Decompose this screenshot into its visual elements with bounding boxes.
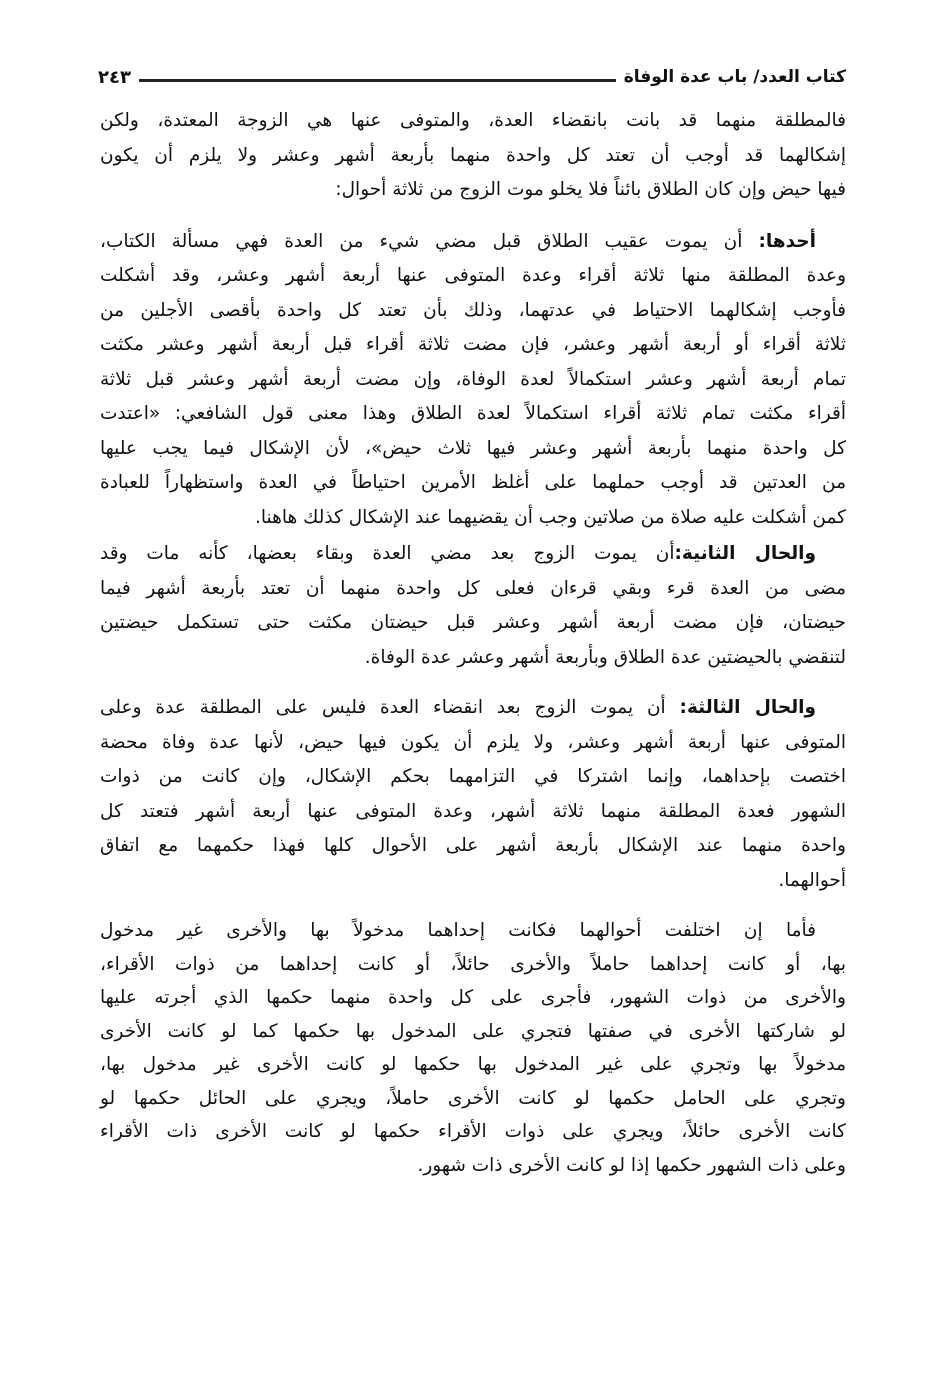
line-text: أن يموت الزوج بعد انقضاء العدة فليس على المطلقة عدة وعلى: [100, 697, 680, 718]
line-text: فيها حيض وإن كان الطلاق بائناً فلا يخلو موت الزوج من ثلاثة أحوال:: [335, 179, 846, 200]
line-text: حيضتان، فإن مضت أربعة أشهر وعشر قبل حيضتان مكثت حتى تستكمل حيضتين: [100, 612, 846, 633]
line-text: من العدتين قد أوجب حملهما على أغلظ الأمرين احتياطاً في العدة واستظهاراً للعبادة: [100, 472, 846, 493]
text-line: [100, 1115, 846, 1149]
running-title: كتاب العدد/ باب عدة الوفاة: [623, 67, 846, 87]
line-text: الشهور فعدة المطلقة منهما ثلاثة أشهر، وعدة المتوفى عنها أربعة أشهر فتعتد كل: [100, 800, 846, 822]
line-text: وعدة المطلقة منها ثلاثة أقراء وعدة المتوفى عنها أربعة أشهر وعشر، وقد أشكلت: [100, 265, 846, 286]
paragraph: [100, 104, 846, 208]
text-line: [100, 1015, 846, 1049]
line-text: أحوالهما.: [778, 869, 846, 891]
line-text: لتنقضي بالحيضتين عدة الطلاق وبأربعة أشهر وعشر عدة الوفاة.: [364, 646, 846, 668]
line-text: ثلاثة أقراء أو أربعة أشهر وعشر، فإن مضت ثلاثة أقراء قبل أربعة أشهر وعشر مكثت: [100, 334, 846, 355]
line-text: اختصت بإحداهما، وإنما اشتركا في التزامهما بحكم الإشكال، وإن كانت من ذوات: [100, 766, 846, 787]
text-line: [100, 606, 846, 641]
running-header: [98, 62, 846, 92]
line-text: فأوجب إشكالهما الاحتياط في عدتهما، وذلك بأن تعتد كل واحدة بأقصى الأجلين من: [100, 299, 846, 321]
section-lead: والحال الثالثة:: [679, 697, 816, 718]
text-line: [100, 691, 846, 726]
header-rule: [139, 79, 616, 82]
paragraph: [100, 225, 846, 536]
text-line: [100, 948, 846, 982]
line-text: تمام أربعة أشهر وعشر استكمالاً لعدة الوفاة، وإن مضت أربعة أشهر وعشر قبل ثلاثة: [100, 368, 846, 390]
text-line: [100, 259, 846, 294]
text-line: [100, 466, 846, 501]
line-text: وعلى ذات الشهور حكمها إذا لو كانت الأخرى ذات شهور.: [417, 1154, 846, 1176]
line-text: فالمطلقة منهما قد بانت بانقضاء العدة، والمتوفى عنها هي الزوجة المعتدة، ولكن: [100, 110, 846, 131]
text-line: [100, 294, 846, 329]
text-line: [100, 537, 846, 572]
text-line: [100, 363, 846, 398]
text-line: [100, 829, 846, 864]
section-lead: أحدها:: [758, 230, 816, 252]
line-text: والأخرى من ذوات الشهور، فأجرى على كل واحدة منهما حكمها الذي أجرته عليها: [100, 987, 846, 1008]
text-line: [100, 139, 846, 174]
line-text: مضى من العدة قرء وبقي قرءان فعلى كل واحدة منهما أن تعتد بأربعة أشهر فيما: [100, 577, 846, 599]
line-text: فأما إن اختلفت أحوالهما فكانت إحداهما مدخولاً بها والأخرى غير مدخول: [100, 920, 816, 941]
line-text: بها، أو كانت إحداهما حاملاً والأخرى حائلاً، أو كانت إحداهما من ذوات الأقراء،: [100, 953, 846, 975]
text-line: [100, 726, 846, 761]
text-line: [100, 1048, 846, 1082]
text-line: [100, 864, 846, 899]
text-line: [100, 173, 846, 208]
line-text: مدخولاً بها وتجري على غير المدخول بها حكمها لو كانت الأخرى غير مدخول بها،: [100, 1054, 846, 1075]
text-line: [100, 328, 846, 363]
line-text: كل واحدة منهما بأربعة أشهر وعشر فيها ثلاث حيض»، لأن الإشكال فيما يجب عليها: [100, 437, 846, 459]
text-line: [100, 760, 846, 795]
paragraph: [100, 537, 846, 675]
page-body: [100, 104, 846, 1182]
text-line: [100, 572, 846, 607]
text-line: [100, 1082, 846, 1116]
text-line: [100, 225, 846, 260]
line-text: كمن أشكلت عليه صلاة من صلاتين وجب أن يقضيهما عند الإشكال كذلك هاهنا.: [254, 506, 846, 528]
paragraph: [100, 691, 846, 898]
line-text: أقراء مكثت تمام ثلاثة أقراء استكمالاً لعدة الطلاق وهذا معنى قول الشافعي: «اعتدت: [100, 403, 846, 424]
line-text: أن يموت الزوج بعد مضي العدة وبقاء بعضها، كأنه مات وقد: [100, 543, 675, 564]
text-line: [100, 1149, 846, 1183]
line-text: المتوفى عنها أربعة أشهر وعشر، ولا يلزم أن يكون فيها حيض، لأنها عدة وفاة محضة: [100, 731, 846, 753]
text-line: [100, 104, 846, 139]
section-lead: والحال الثانية:: [674, 543, 816, 564]
text-line: [100, 397, 846, 432]
line-text: إشكالهما قد أوجب أن تعتد كل واحدة منهما بأربعة أشهر وعشر ولا يلزم أن يكون: [100, 144, 846, 166]
text-line: [100, 795, 846, 830]
text-line: [100, 914, 846, 948]
paragraph: [100, 914, 846, 1182]
text-line: [100, 641, 846, 676]
page-number: ٢٤٣: [98, 66, 131, 88]
text-line: [100, 501, 846, 536]
line-text: وتجري على الحامل حكمها لو كانت الأخرى حاملاً، ويجري على الحائل حكمها لو: [100, 1087, 846, 1109]
line-text: أن يموت عقيب الطلاق قبل مضي شيء من العدة فهي مسألة الكتاب،: [100, 230, 759, 252]
line-text: واحدة منهما عند الإشكال بأربعة أشهر على الأحوال كلها فهذا حكمهما مع اتفاق: [100, 835, 846, 856]
text-line: [100, 981, 846, 1015]
line-text: لو شاركتها الأخرى في صفتها فتجري على المدخول بها حكمها كما لو كانت الأخرى: [100, 1020, 846, 1042]
text-line: [100, 432, 846, 467]
line-text: كانت الأخرى حائلاً، ويجري على ذوات الأقراء حكمها لو كانت الأخرى ذات الأقراء: [100, 1121, 846, 1142]
